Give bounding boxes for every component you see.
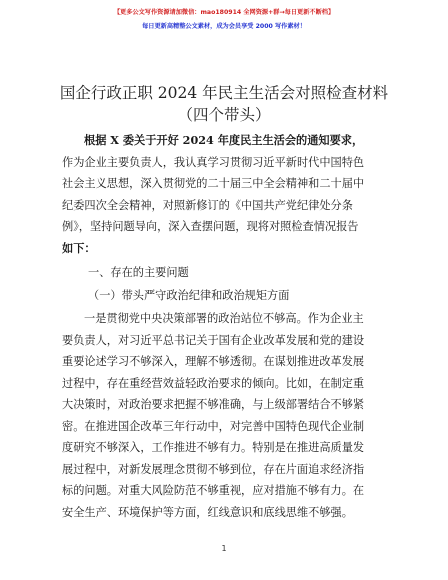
promo-banner-line2: 每日更新高精整公文素材，成为会员享受 2000 写作素材！ [142,23,306,30]
intro-line: 根据 X 委关于开好 2024 年度民主生活会的通知要求， [84,133,364,147]
subsection-heading: （一）带头严守政治纪律和政治规矩方面 [88,289,290,302]
intro-line: 纪委四次全会精神，对照新修订的《中国共产党纪律处分条 [62,198,353,212]
body-line: 一是贯彻党中央决策部署的政治站位不够高。作为企业主 [84,312,364,325]
promo-banner [0,6,448,34]
section-heading: 一、存在的主要问题 [88,266,189,279]
intro-line: 如下： [62,240,96,255]
page-number: 1 [221,544,227,553]
intro-line: 例》，坚持问题导向，深入查摆问题，现将对照检查情况报告 [62,220,359,233]
body-paragraph [62,308,388,523]
intro-paragraph [62,130,388,259]
promo-banner-line1: 【更多公文写作资源请加微信：mao180914 全网资源+群→每日更新不断档】 [113,9,335,16]
body-line: 标的问题。对重大风险防范不够重视，应对措施不够有力。在 [62,484,365,497]
intro-line: 社会主义思想，深入贯彻党的二十届三中全会精神和二十届中 [62,177,365,190]
document-title: 国企行政正职 2024 年民主生活会对照检查材料 [59,84,389,102]
body-line: 过程中，存在重经营效益轻政治要求的倾向。比如，在制定重 [62,376,365,390]
intro-line: 作为企业主要负责人，我认真学习贯彻习近平新时代中国特色 [62,155,365,169]
body-line: 重要论述学习不够深入，理解不够透彻。在谋划推进改革发展 [62,355,365,368]
body-line: 密。在推进国企改革三年行动中，对完善中国特色现代企业制 [62,419,365,433]
body-line: 安全生产、环境保护等方面，红线意识和底线思维不够强。 [62,505,353,519]
body-line: 要负责人，对习近平总书记关于国有企业改革发展和党的建设 [62,333,365,347]
body-line: 度研究不够深入，工作推进不够有力。特别是在推进高质量发 [62,441,365,454]
body-line: 大决策时，对政治要求把握不够准确，与上级部署结合不够紧 [62,398,365,411]
body-line: 展过程中，对新发展理念贯彻不够到位，存在片面追求经济指 [62,462,365,476]
document-subtitle: （四个带头） [177,106,271,124]
